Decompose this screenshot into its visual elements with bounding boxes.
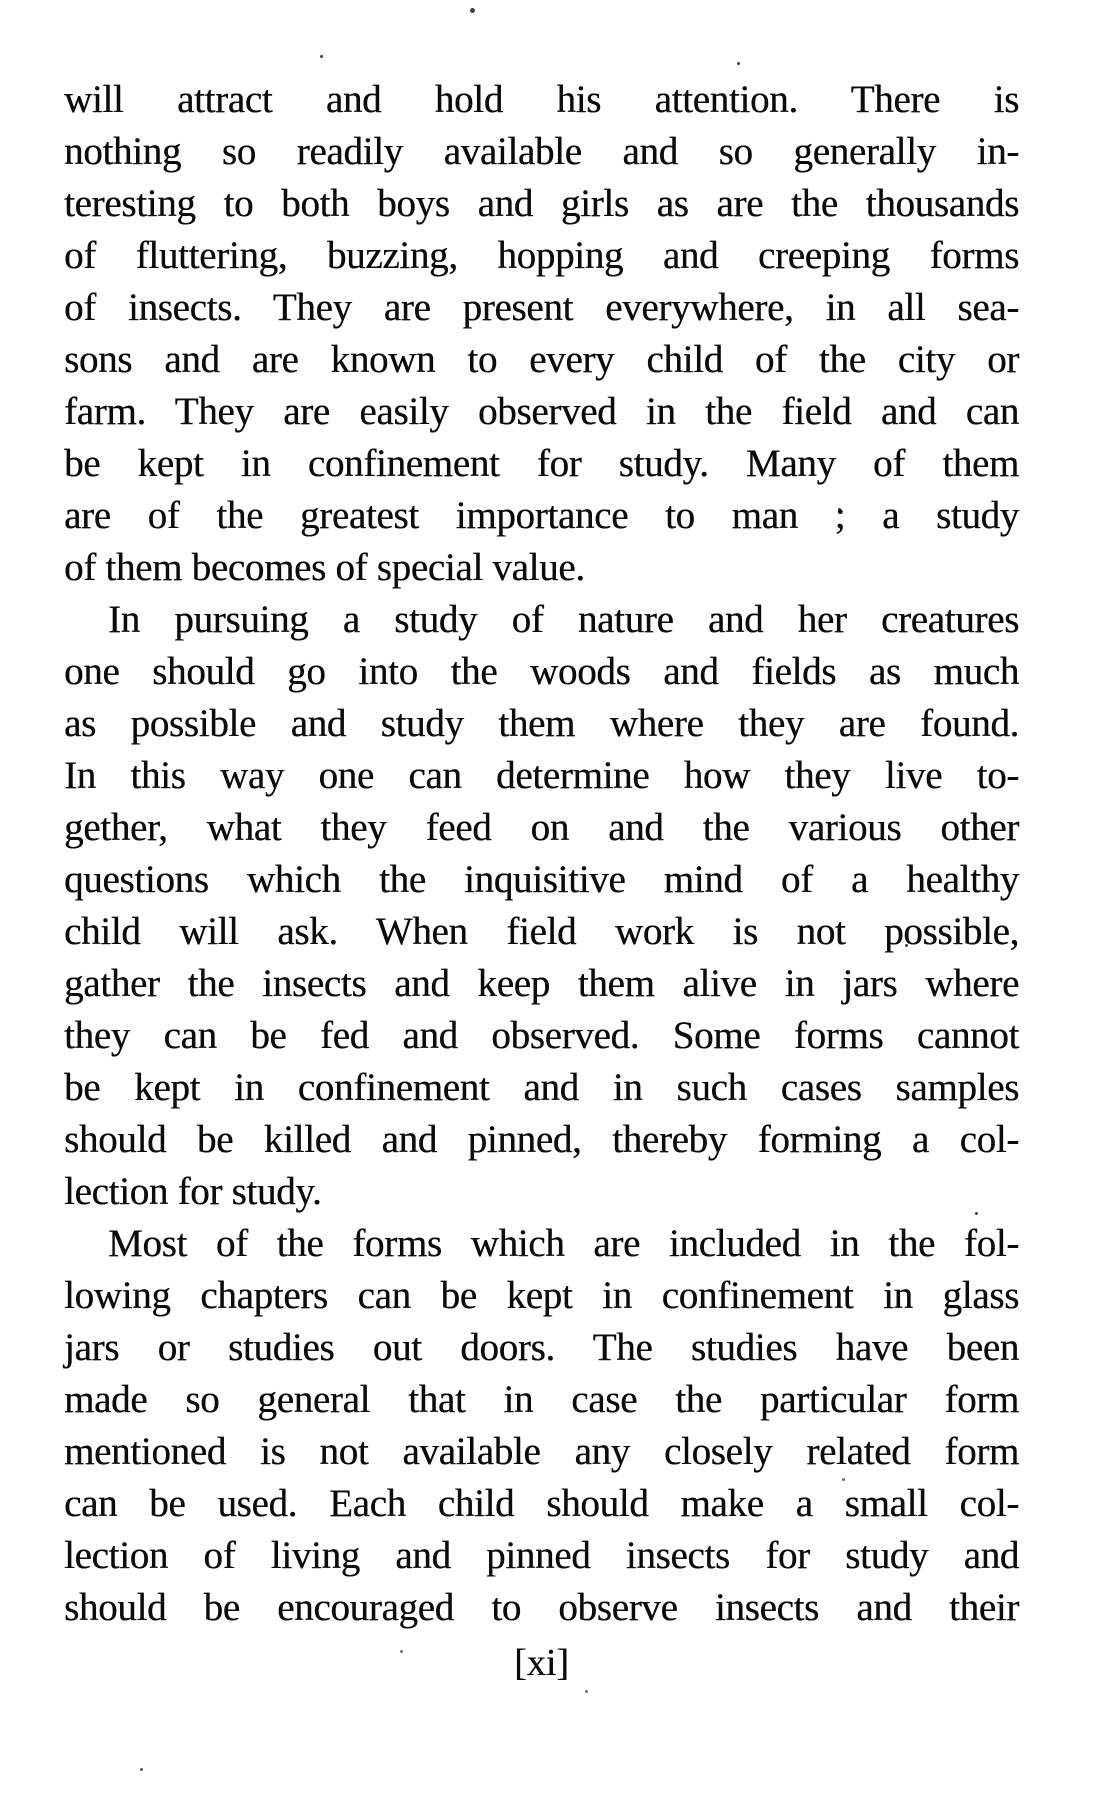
scan-speck	[470, 8, 475, 13]
scan-speck	[585, 1690, 588, 1693]
page-number: [xi]	[514, 1642, 569, 1684]
text-line: as possible and study them where they are found.	[64, 702, 1019, 745]
text-line: jars or studies out doors. The studies have been	[64, 1326, 1019, 1369]
text-line: of fluttering, buzzing, hopping and creeping forms	[64, 234, 1019, 277]
text-line: lection for study.	[64, 1170, 322, 1213]
text-line: should be killed and pinned, thereby forming a col-	[64, 1118, 1019, 1161]
text-line: nothing so readily available and so generally in-	[64, 130, 1019, 173]
paragraph	[64, 1218, 1019, 1634]
page-text	[64, 74, 1019, 1634]
text-line: gether, what they feed on and the various other	[64, 806, 1019, 849]
text-line: are of the greatest importance to man ; a study	[64, 494, 1019, 537]
text-line: lowing chapters can be kept in confinement in glass	[64, 1274, 1019, 1317]
text-line: questions which the inquisitive mind of a healthy	[64, 858, 1019, 901]
text-line: made so general that in case the particular form	[64, 1378, 1019, 1421]
text-line: Most of the forms which are included in the fol-	[108, 1222, 1019, 1265]
text-line: In pursuing a study of nature and her creatures	[108, 598, 1019, 641]
text-line: one should go into the woods and fields as much	[64, 650, 1019, 693]
text-line: they can be fed and observed. Some forms cannot	[64, 1014, 1019, 1057]
text-line: of insects. They are present everywhere, in all sea-	[64, 286, 1019, 329]
paragraph	[64, 594, 1019, 1218]
text-line: can be used. Each child should make a small col-	[64, 1482, 1019, 1525]
text-line: child will ask. When field work is not possible,	[64, 910, 1019, 953]
scan-speck	[320, 55, 323, 58]
text-line: farm. They are easily observed in the field and can	[64, 390, 1019, 433]
text-line: be kept in confinement for study. Many of them	[64, 442, 1019, 485]
text-line: of them becomes of special value.	[64, 546, 585, 589]
text-line: In this way one can determine how they live to-	[64, 754, 1019, 797]
text-line: mentioned is not available any closely related form	[64, 1430, 1019, 1473]
scan-speck	[140, 1768, 143, 1771]
page-footer	[64, 1628, 1019, 1688]
text-line: teresting to both boys and girls as are the thousands	[64, 182, 1019, 225]
text-line: should be encouraged to observe insects and their	[64, 1586, 1019, 1629]
text-line: gather the insects and keep them alive in jars where	[64, 962, 1019, 1005]
paragraph	[64, 74, 1019, 594]
text-line: will attract and hold his attention. There is	[64, 78, 1019, 121]
scan-speck	[737, 62, 740, 65]
text-line: lection of living and pinned insects for study and	[64, 1534, 1019, 1577]
text-line: sons and are known to every child of the city or	[64, 338, 1019, 381]
text-line: be kept in confinement and in such cases samples	[64, 1066, 1019, 1109]
